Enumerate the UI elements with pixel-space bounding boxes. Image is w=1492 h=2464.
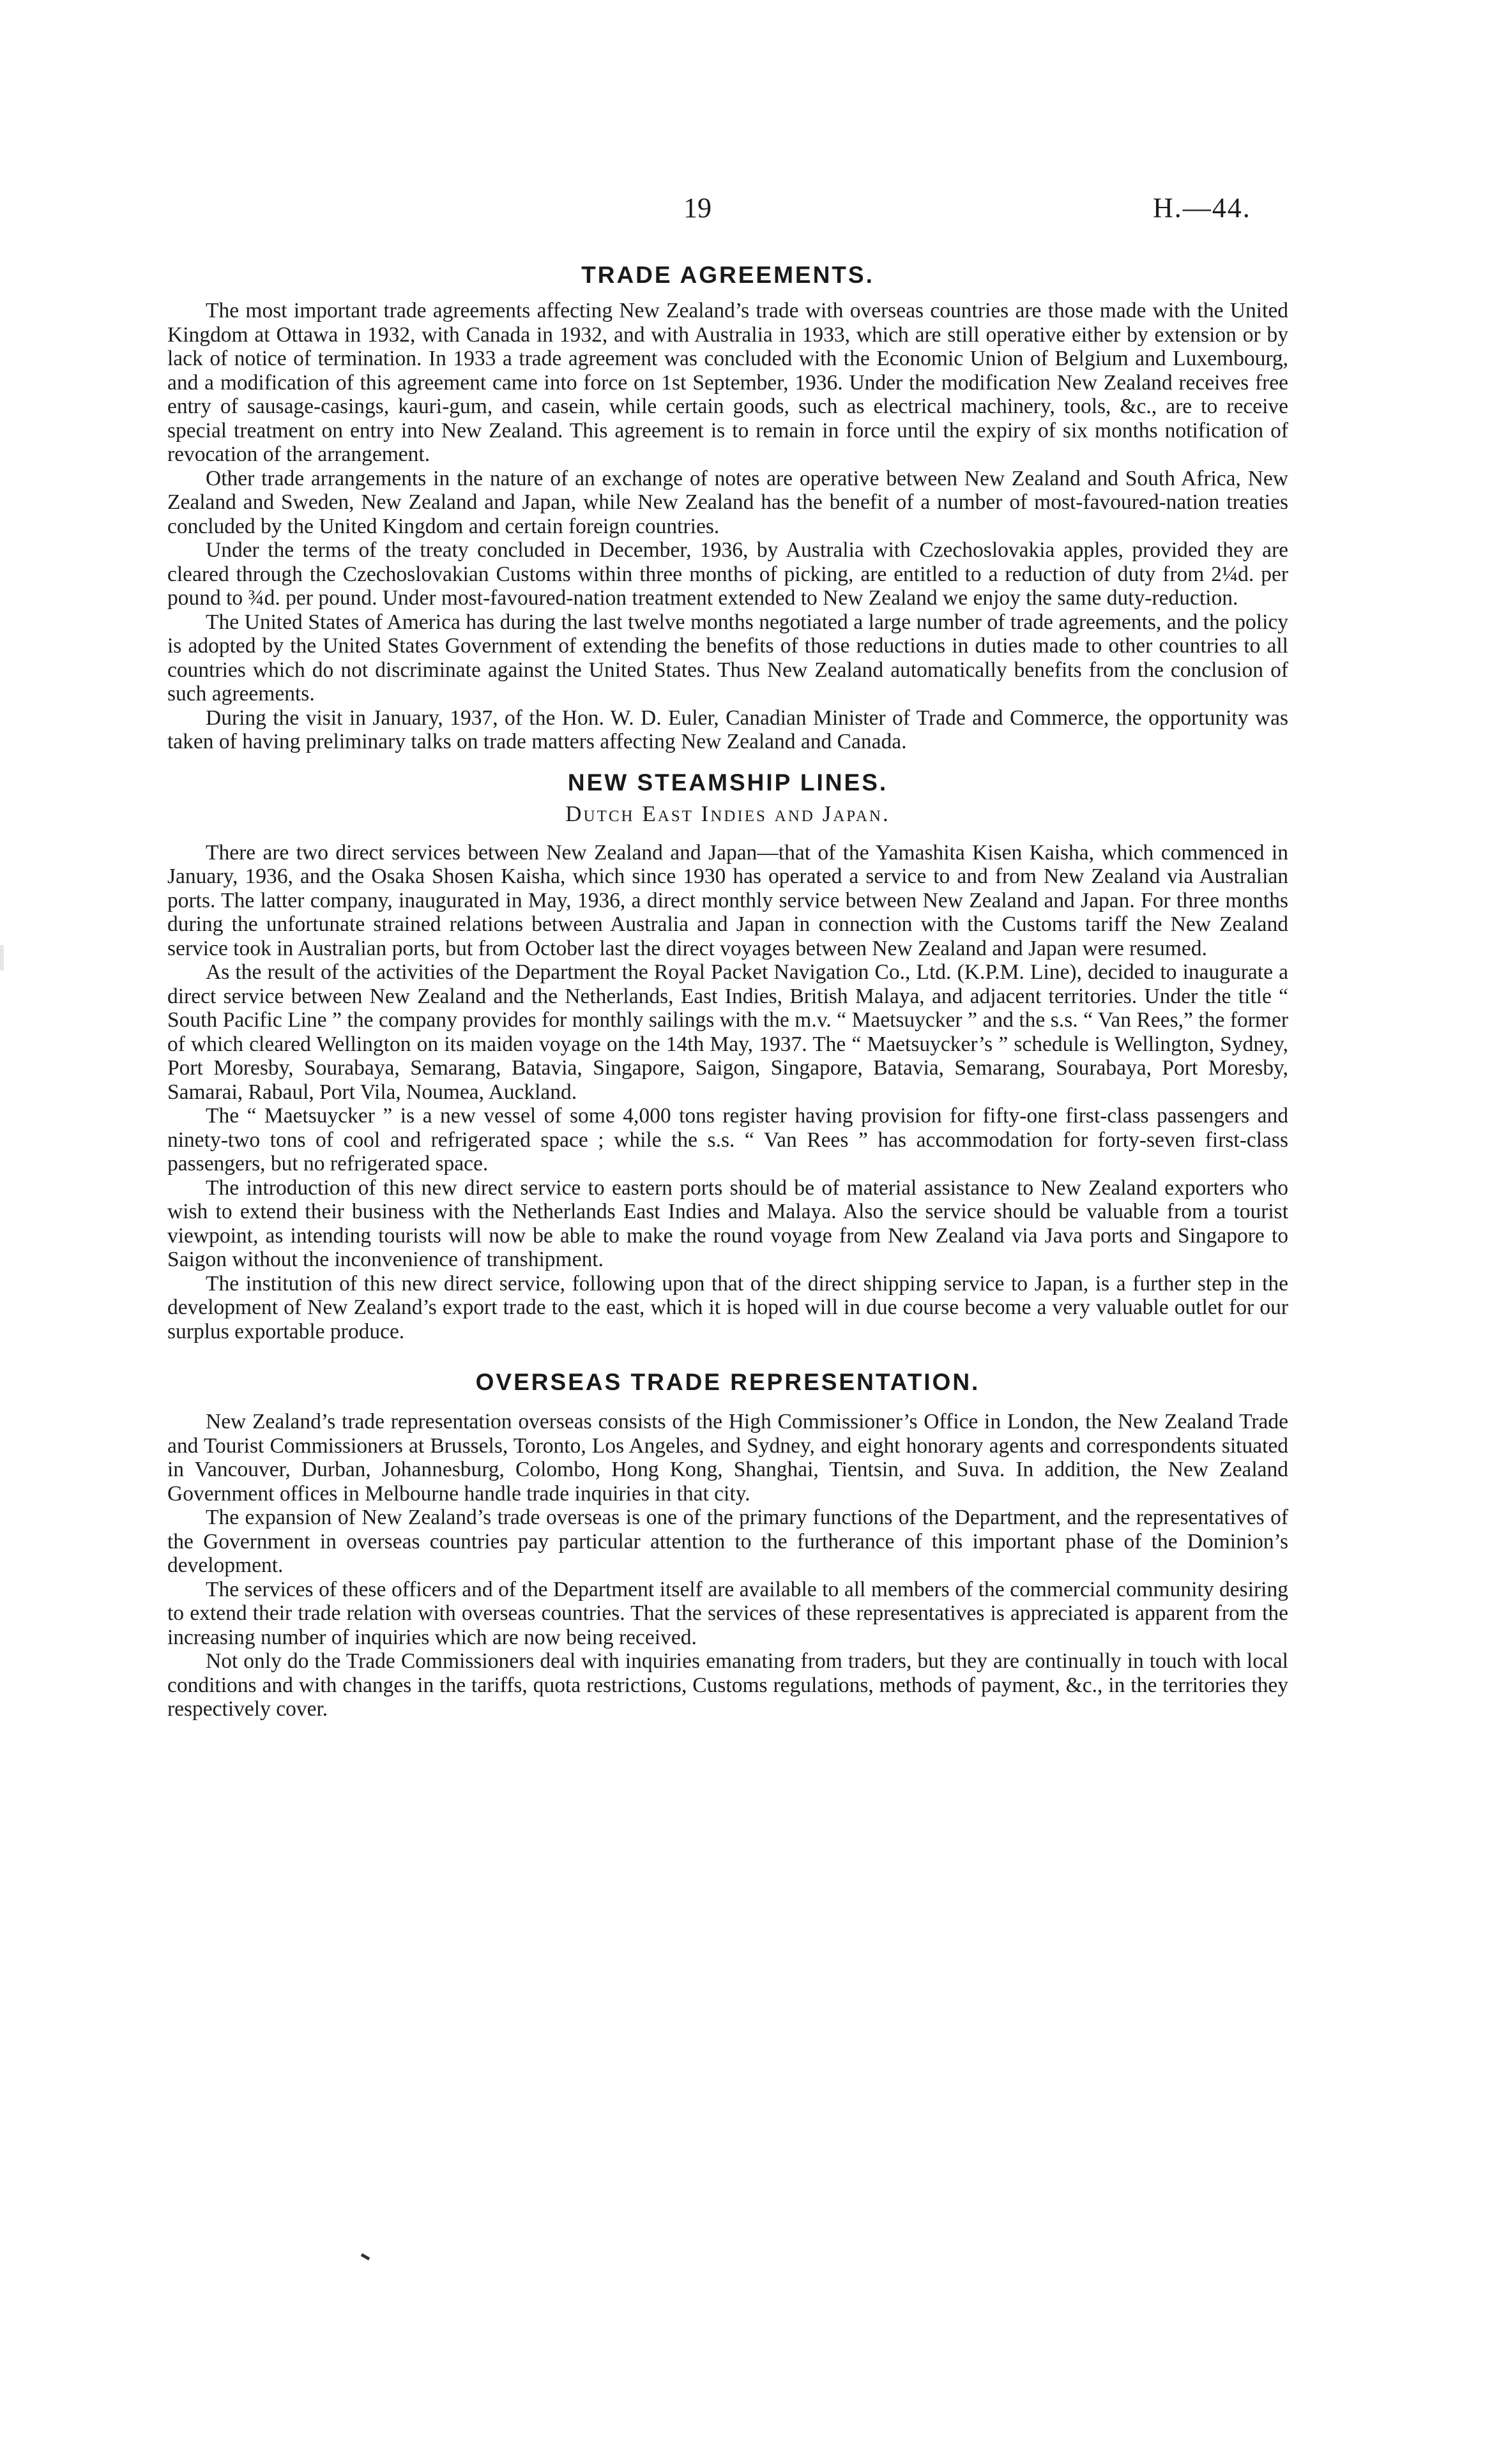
section-steamship-lines (167, 769, 1288, 1344)
paragraph: Not only do the Trade Commissioners deal with inquiries emanating from traders, but they are continually in touch with local conditions and with changes in the tariffs, quota restrictions, Customs regulations, methods of payment, &c., in the territories they respectively cover. (167, 1649, 1288, 1721)
page-number: 19 (683, 192, 712, 223)
page-content (167, 262, 1288, 1721)
paragraph: New Zealand’s trade representation overseas consists of the High Commissioner’s Office in London, the New Zealand Trade and Tourist Commissioners at Brussels, Toronto, Los Angeles, and Sydney, and eight honorary agents and correspondents situated in Vancouver, Durban, Johannesburg, Colombo, Hong Kong, Shanghai, Tientsin, and Suva. In addition, the New Zealand Government offices in Melbourne handle trade inquiries in that city. (167, 1410, 1288, 1506)
paragraph: The introduction of this new direct service to eastern ports should be of material assistance to New Zealand exporters who wish to extend their business with the Netherlands East Indies and Malaya. Also the service should be valuable from a tourist viewpoint, as intending tourists will now be able to make the round voyage from New Zealand via Java ports and Singapore to Saigon without the inconvenience of transhipment. (167, 1175, 1288, 1271)
paragraph: The services of these officers and of the Department itself are available to all members of the commercial community desiring to extend their trade relation with overseas countries. That the services of these representatives is appreciated is apparent from the increasing number of inquiries which are now being received. (167, 1577, 1288, 1649)
section-overseas-representation (167, 1369, 1288, 1721)
paragraph: The most important trade agreements affecting New Zealand’s trade with overseas countries are those made with the United Kingdom at Ottawa in 1932, with Canada in 1932, and with Australia in 1933, which are still operative either by extension or by lack of notice of termination. In 1933 a trade agreement was concluded with the Economic Union of Belgium and Luxembourg, and a modification of this agreement came into force on 1st September, 1936. Under the modification New Zealand receives free entry of sausage-casings, kauri-gum, and casein, while certain goods, such as electrical machinery, tools, &c., are to receive special treatment on entry into New Zealand. This agreement is to remain in force until the expiry of six months notification of revocation of the arrangement. (167, 299, 1288, 466)
paragraph: The expansion of New Zealand’s trade overseas is one of the primary functions of the Department, and the representatives of the Government in overseas countries pay particular attention to the furtherance of this important phase of the Dominion’s development. (167, 1506, 1288, 1577)
paragraph: As the result of the activities of the Department the Royal Packet Navigation Co., Ltd. (K.P.M. Line), decided to inaugurate a direct service between New Zealand and the Netherlands, East Indies, British Malaya, and adjacent territories. Under the title “ South Pacific Line ” the company provides for monthly sailings with the m.v. “ Maetsuycker ” and the s.s. “ Van Rees,” the former of which cleared Wellington on its maiden voyage on the 14th May, 1937. The “ Maetsuycker’s ” schedule is Wellington, Sydney, Port Moresby, Sourabaya, Semarang, Batavia, Singapore, Saigon, Singapore, Batavia, Semarang, Sourabaya, Port Moresby, Samarai, Rabaul, Port Vila, Noumea, Auckland. (167, 960, 1288, 1104)
section-trade-agreements (167, 262, 1288, 754)
paragraph: The “ Maetsuycker ” is a new vessel of some 4,000 tons register having provision for fifty-one first-class passengers and ninety-two tons of cool and refrigerated space ; while the s.s. “ Van Rees ” has accommodation for forty-seven first-class passengers, but no refrigerated space. (167, 1104, 1288, 1175)
page-header (0, 192, 1492, 230)
paragraph: Under the terms of the treaty concluded in December, 1936, by Australia with Czechoslovakia apples, provided they are cleared through the Czechoslovakian Customs within three months of picking, are entitled to a reduction of duty from 2¼d. per pound to ¾d. per pound. Under most-favoured-nation treatment extended to New Zealand we enjoy the same duty-reduction. (167, 538, 1288, 610)
document-reference: H.—44. (1153, 192, 1251, 223)
paragraph: The institution of this new direct service, following upon that of the direct shipping service to Japan, is a further step in the development of New Zealand’s export trade to the east, which it is hoped will in due course become a very valuable outlet for our surplus exportable produce. (167, 1271, 1288, 1343)
paragraph: Other trade arrangements in the nature of an exchange of notes are operative between New Zealand and South Africa, New Zealand and Sweden, New Zealand and Japan, while New Zealand has the benefit of a number of most-favoured-nation treaties concluded by the United Kingdom and certain foreign countries. (167, 466, 1288, 538)
paragraph: During the visit in January, 1937, of the Hon. W. D. Euler, Canadian Minister of Trade and Commerce, the opportunity was taken of having preliminary talks on trade matters affecting New Zealand and Canada. (167, 706, 1288, 753)
scan-edge-mark (0, 945, 4, 971)
ink-mark (361, 2253, 370, 2260)
paragraph: There are two direct services between New Zealand and Japan—that of the Yamashita Kisen Kaisha, which commenced in January, 1936, and the Osaka Shosen Kaisha, which since 1930 has operated a service to and from New Zealand via Australian ports. The latter company, inaugurated in May, 1936, a direct monthly service between New Zealand and Japan. For three months during the unfortunate strained relations between Australia and Japan in connection with the Customs tariff the New Zealand service took in Australian ports, but from October last the direct voyages between New Zealand and Japan were resumed. (167, 840, 1288, 960)
section-title-steamship-lines: NEW STEAMSHIP LINES. (567, 769, 888, 796)
section-title-overseas-representation: OVERSEAS TRADE REPRESENTATION. (475, 1369, 980, 1395)
section-title-trade-agreements: TRADE AGREEMENTS. (581, 262, 874, 288)
section-subtitle: Dutch East Indies and Japan. (565, 801, 890, 826)
paragraph: The United States of America has during the last twelve months negotiated a large number of trade agreements, and the policy is adopted by the United States Government of extending the benefits of those reductions in duties made to other countries to all countries which do not discriminate against the United States. Thus New Zealand automatically benefits from the conclusion of such agreements. (167, 610, 1288, 706)
